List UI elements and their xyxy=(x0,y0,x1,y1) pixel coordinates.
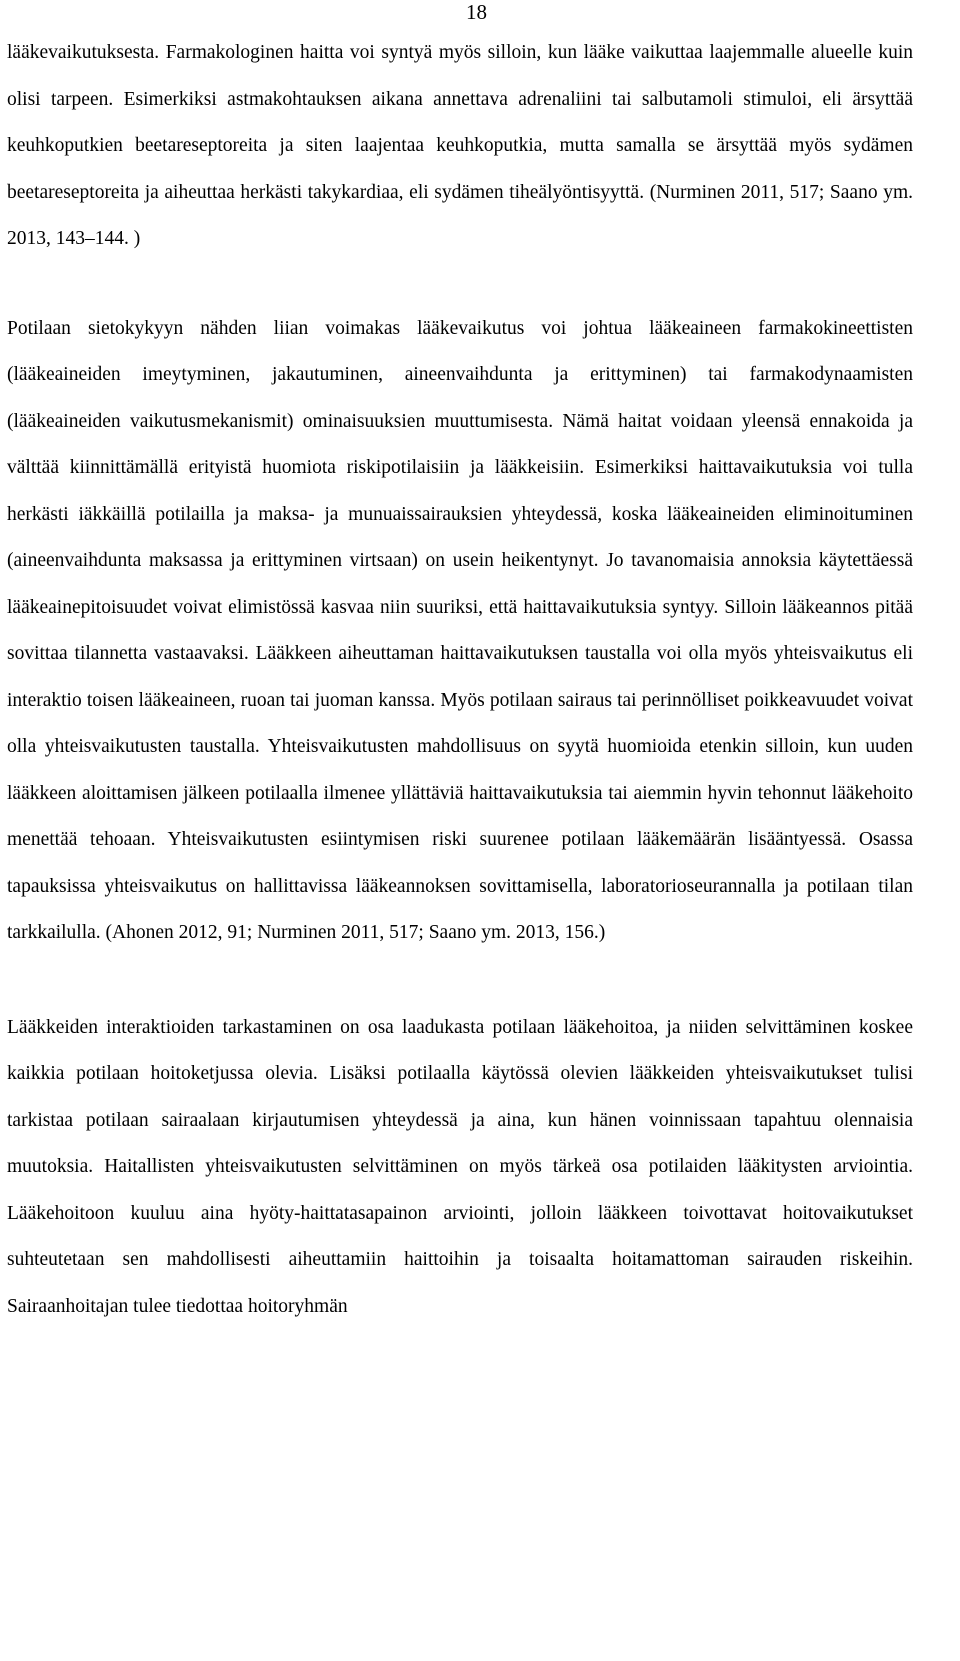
document-body xyxy=(7,30,913,1330)
page-number: 18 xyxy=(466,0,487,24)
paragraph-drug-tolerance: Potilaan sietokykyyn nähden liian voimakas lääkevaikutus voi johtua lääkeaineen farmakokineettisten (lääkeaineiden imeytyminen, jakautuminen, aineenvaihdunta ja erittyminen) tai farmakodynaamisten (lääkeaineiden vaikutusmekanismit) ominaisuuksien muuttumisesta. Nämä haitat voidaan yleensä ennakoida ja välttää kiinnittämällä erityistä huomiota riskipotilaisiin ja lääkkeisiin. Esimerkiksi haittavaikutuksia voi tulla herkästi iäkkäillä potilailla ja maksa- ja munuaissairauksien yhteydessä, koska lääkeaineiden eliminoituminen (aineenvaihdunta maksassa ja erittyminen virtsaan) on usein heikentynyt. Jo tavanomaisia annoksia käytettäessä lääkeainepitoisuudet voivat elimistössä kasvaa niin suuriksi, että haittavaikutuksia syntyy. Silloin lääkeannos pitää sovittaa tilannetta vastaavaksi. Lääkkeen aiheuttaman haittavaikutuksen taustalla voi olla myös yhteisvaikutus eli interaktio toisen lääkeaineen, ruoan tai juoman kanssa. Myös potilaan sairaus tai perinnölliset poikkeavuudet voivat olla yhteisvaikutusten taustalla. Yhteisvaikutusten mahdollisuus on syytä huomioida etenkin silloin, kun uuden lääkkeen aloittamisen jälkeen potilaalla ilmenee yllättäviä haittavaikutuksia tai aiemmin hyvin tehonnut lääkehoito menettää tehoaan. Yhteisvaikutusten esiintymisen riski suurenee potilaan lääkemäärän lisääntyessä. Osassa tapauksissa yhteisvaikutus on hallittavissa lääkeannoksen sovittamisella, laboratorioseurannalla ja potilaan tilan tarkkailulla. (Ahonen 2012, 91; Nurminen 2011, 517; Saano ym. 2013, 156.) xyxy=(7,317,913,943)
paragraph-pharmacological-harm: lääkevaikutuksesta. Farmakologinen haitta voi syntyä myös silloin, kun lääke vaikuttaa laajemmalle alueelle kuin olisi tarpeen. Esimerkiksi astmakohtauksen aikana annettava adrenaliini tai salbutamoli stimuloi, eli ärsyttää keuhkoputkien beetareseptoreita ja siten laajentaa keuhkoputkia, mutta samalla se ärsyttää myös sydämen beetareseptoreita ja aiheuttaa herkästi takykardiaa, eli sydämen tiheälyöntisyyttä. (Nurminen 2011, 517; Saano ym. 2013, 143–144. ) xyxy=(7,42,913,249)
paragraph-interaction-checking: Lääkkeiden interaktioiden tarkastaminen on osa laadukasta potilaan lääkehoitoa, ja niiden selvittäminen koskee kaikkia potilaan hoitoketjussa olevia. Lisäksi potilaalla käytössä olevien lääkkeiden yhteisvaikutukset tulisi tarkistaa potilaan sairaalaan kirjautumisen yhteydessä ja aina, kun hänen voinnissaan tapahtuu olennaisia muutoksia. Haitallisten yhteisvaikutusten selvittäminen on myös tärkeä osa potilaiden lääkitysten arviointia. Lääkehoitoon kuuluu aina hyöty-haittatasapainon arviointi, jolloin lääkkeen toivottavat hoitovaikutukset suhteutetaan sen mahdollisesti aiheuttamiin haittoihin ja toisaalta hoitamattoman sairauden riskeihin. Sairaanhoitajan tulee tiedottaa hoitoryhmän xyxy=(7,1016,913,1317)
